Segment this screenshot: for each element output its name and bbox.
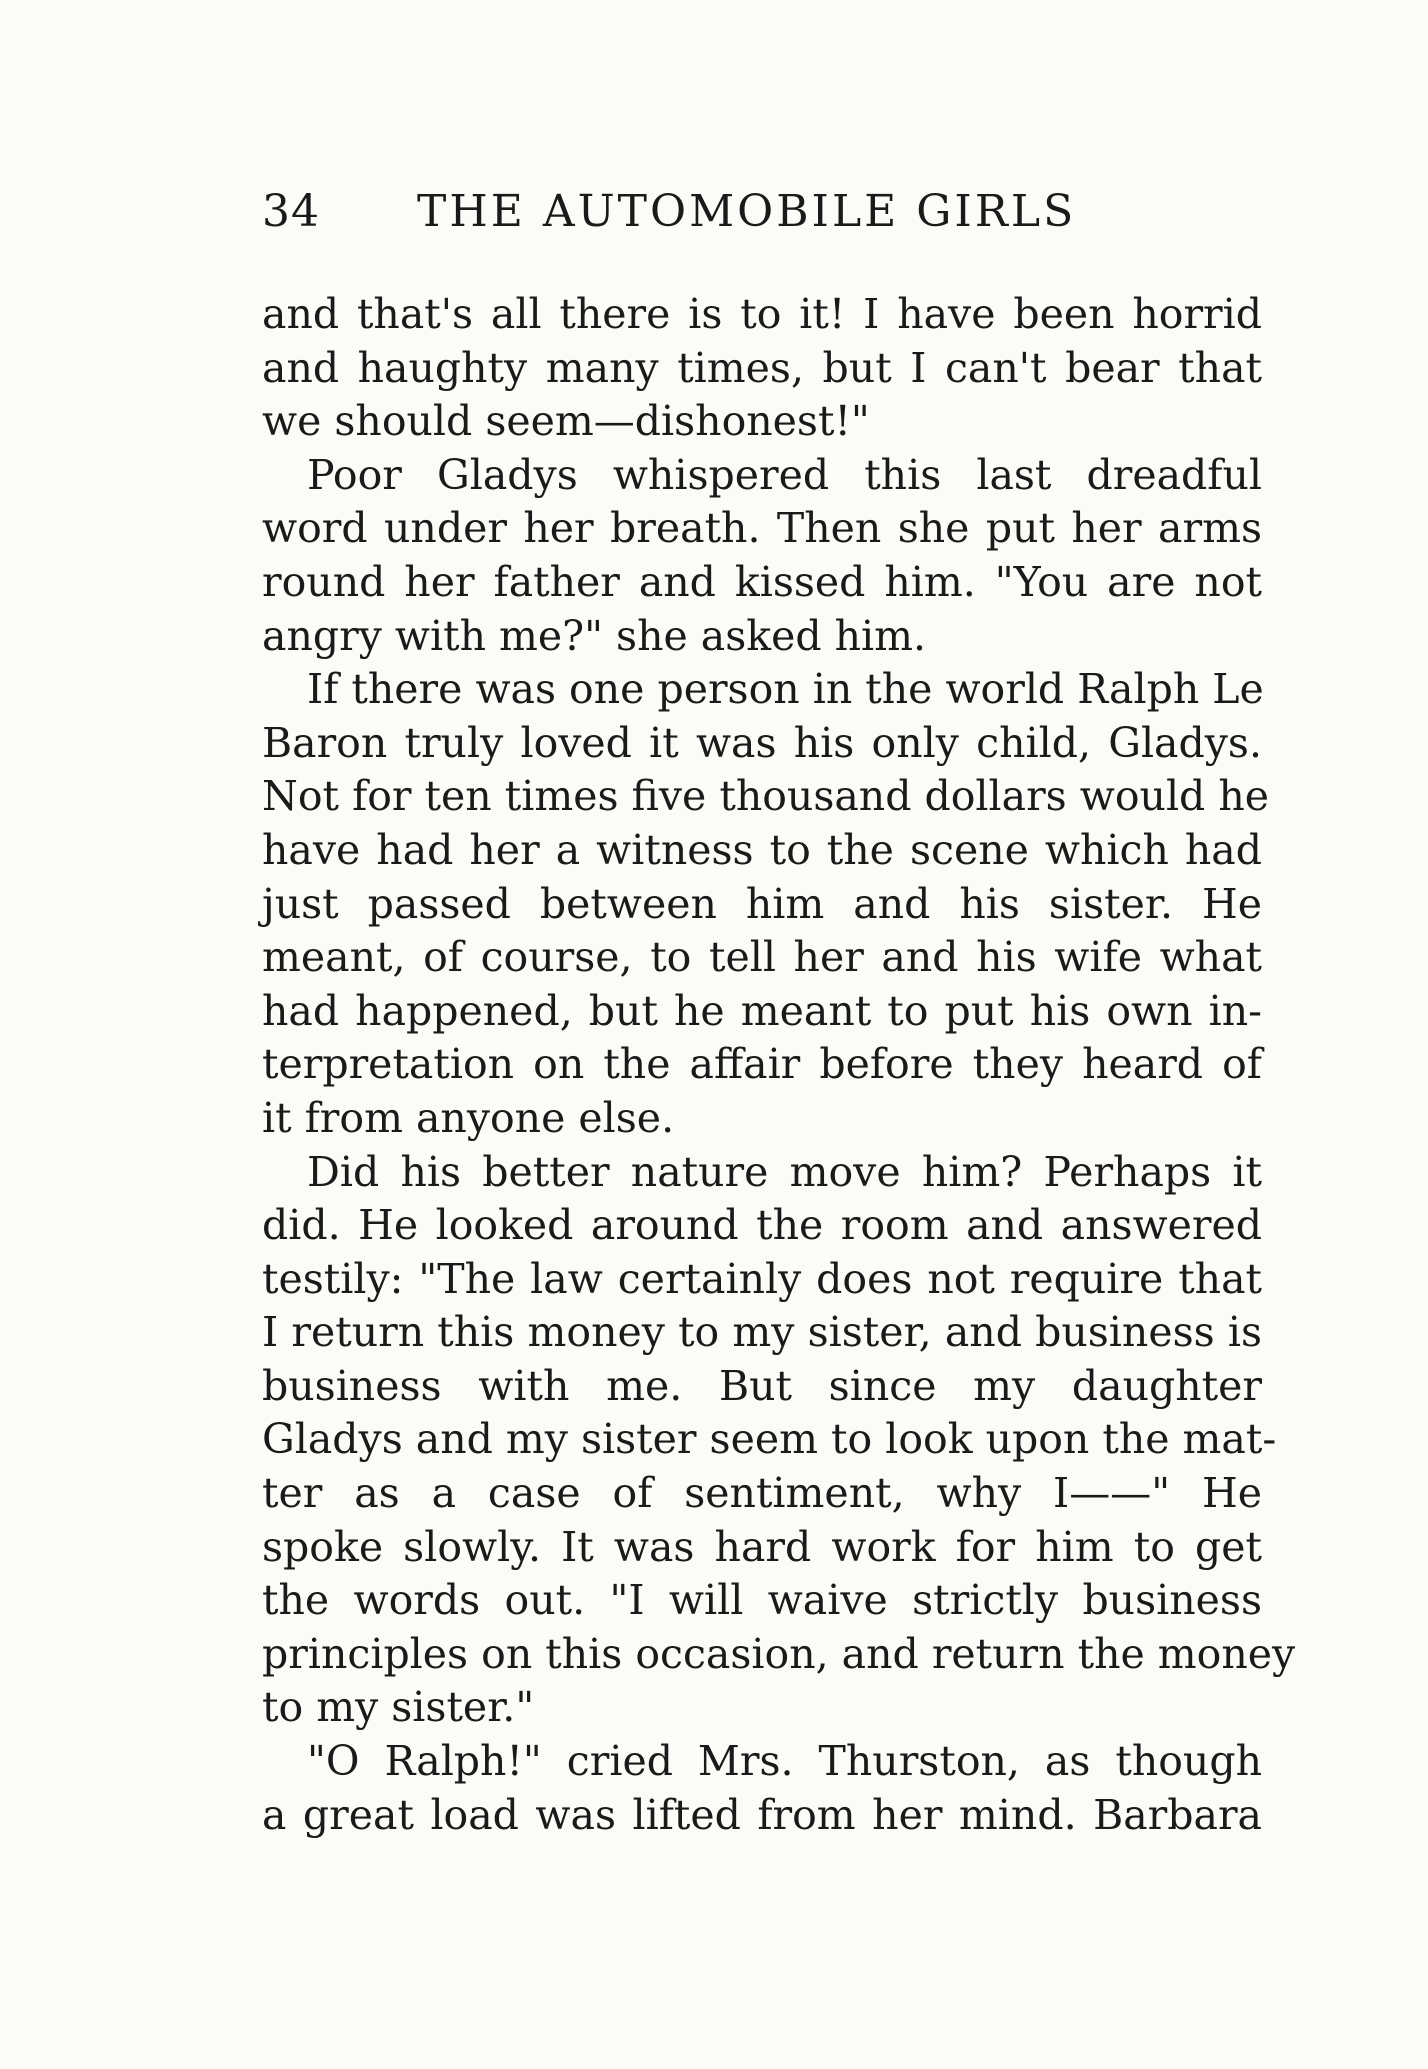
text-line: it from anyone else. [262, 1093, 675, 1142]
text-line: did. He looked around the room and answered [262, 1201, 1262, 1250]
text-line: to my sister." [262, 1683, 535, 1732]
text-line: have had her a witness to the scene which had [262, 825, 1262, 874]
text-line: business with me. But since my daughter [262, 1361, 1262, 1410]
text-line: we should seem—dishonest!" [262, 397, 870, 446]
text-line: Baron truly loved it was his only child, Gladys. [262, 718, 1262, 767]
text-line: a great load was lifted from her mind. Barbara [262, 1790, 1262, 1839]
text-line: spoke slowly. It was hard work for him to get [262, 1522, 1262, 1571]
text-line: terpretation on the affair before they heard of [262, 1040, 1262, 1089]
text-line: word under her breath. Then she put her arms [262, 504, 1262, 553]
text-line: angry with me?" she asked him. [262, 611, 927, 660]
paragraph-first-line: Did his better nature move him? Perhaps it [307, 1147, 1262, 1196]
text-line: ter as a case of sentiment, why I——" He [262, 1469, 1262, 1518]
text-line: Not for ten times five thousand dollars would he [262, 772, 1270, 821]
text-line: Gladys and my sister seem to look upon the mat- [262, 1415, 1277, 1464]
text-line: and haughty many times, but I can't bear that [262, 343, 1262, 392]
text-line: round her father and kissed him. "You are not [262, 557, 1262, 606]
text-line: just passed between him and his sister. He [262, 879, 1262, 928]
text-line: testily: "The law certainly does not require that [262, 1254, 1262, 1303]
running-head [262, 182, 1122, 242]
text-line: I return this money to my sister, and business is [262, 1308, 1262, 1357]
text-line: the words out. "I will waive strictly business [262, 1576, 1262, 1625]
paragraph-first-line: If there was one person in the world Ralph Le [307, 665, 1264, 714]
page-number: 34 [262, 186, 320, 237]
text-line: meant, of course, to tell her and his wife what [262, 933, 1262, 982]
paragraph-first-line: "O Ralph!" cried Mrs. Thurston, as though [307, 1737, 1262, 1786]
paragraph-first-line: Poor Gladys whispered this last dreadful [307, 450, 1262, 499]
body-text [262, 288, 1296, 1842]
text-line: and that's all there is to it! I have been horrid [262, 290, 1262, 338]
text-line: had happened, but he meant to put his own in- [262, 986, 1262, 1035]
running-title: THE AUTOMOBILE GIRLS [417, 186, 1077, 237]
text-line: principles on this occasion, and return the money [262, 1629, 1296, 1678]
